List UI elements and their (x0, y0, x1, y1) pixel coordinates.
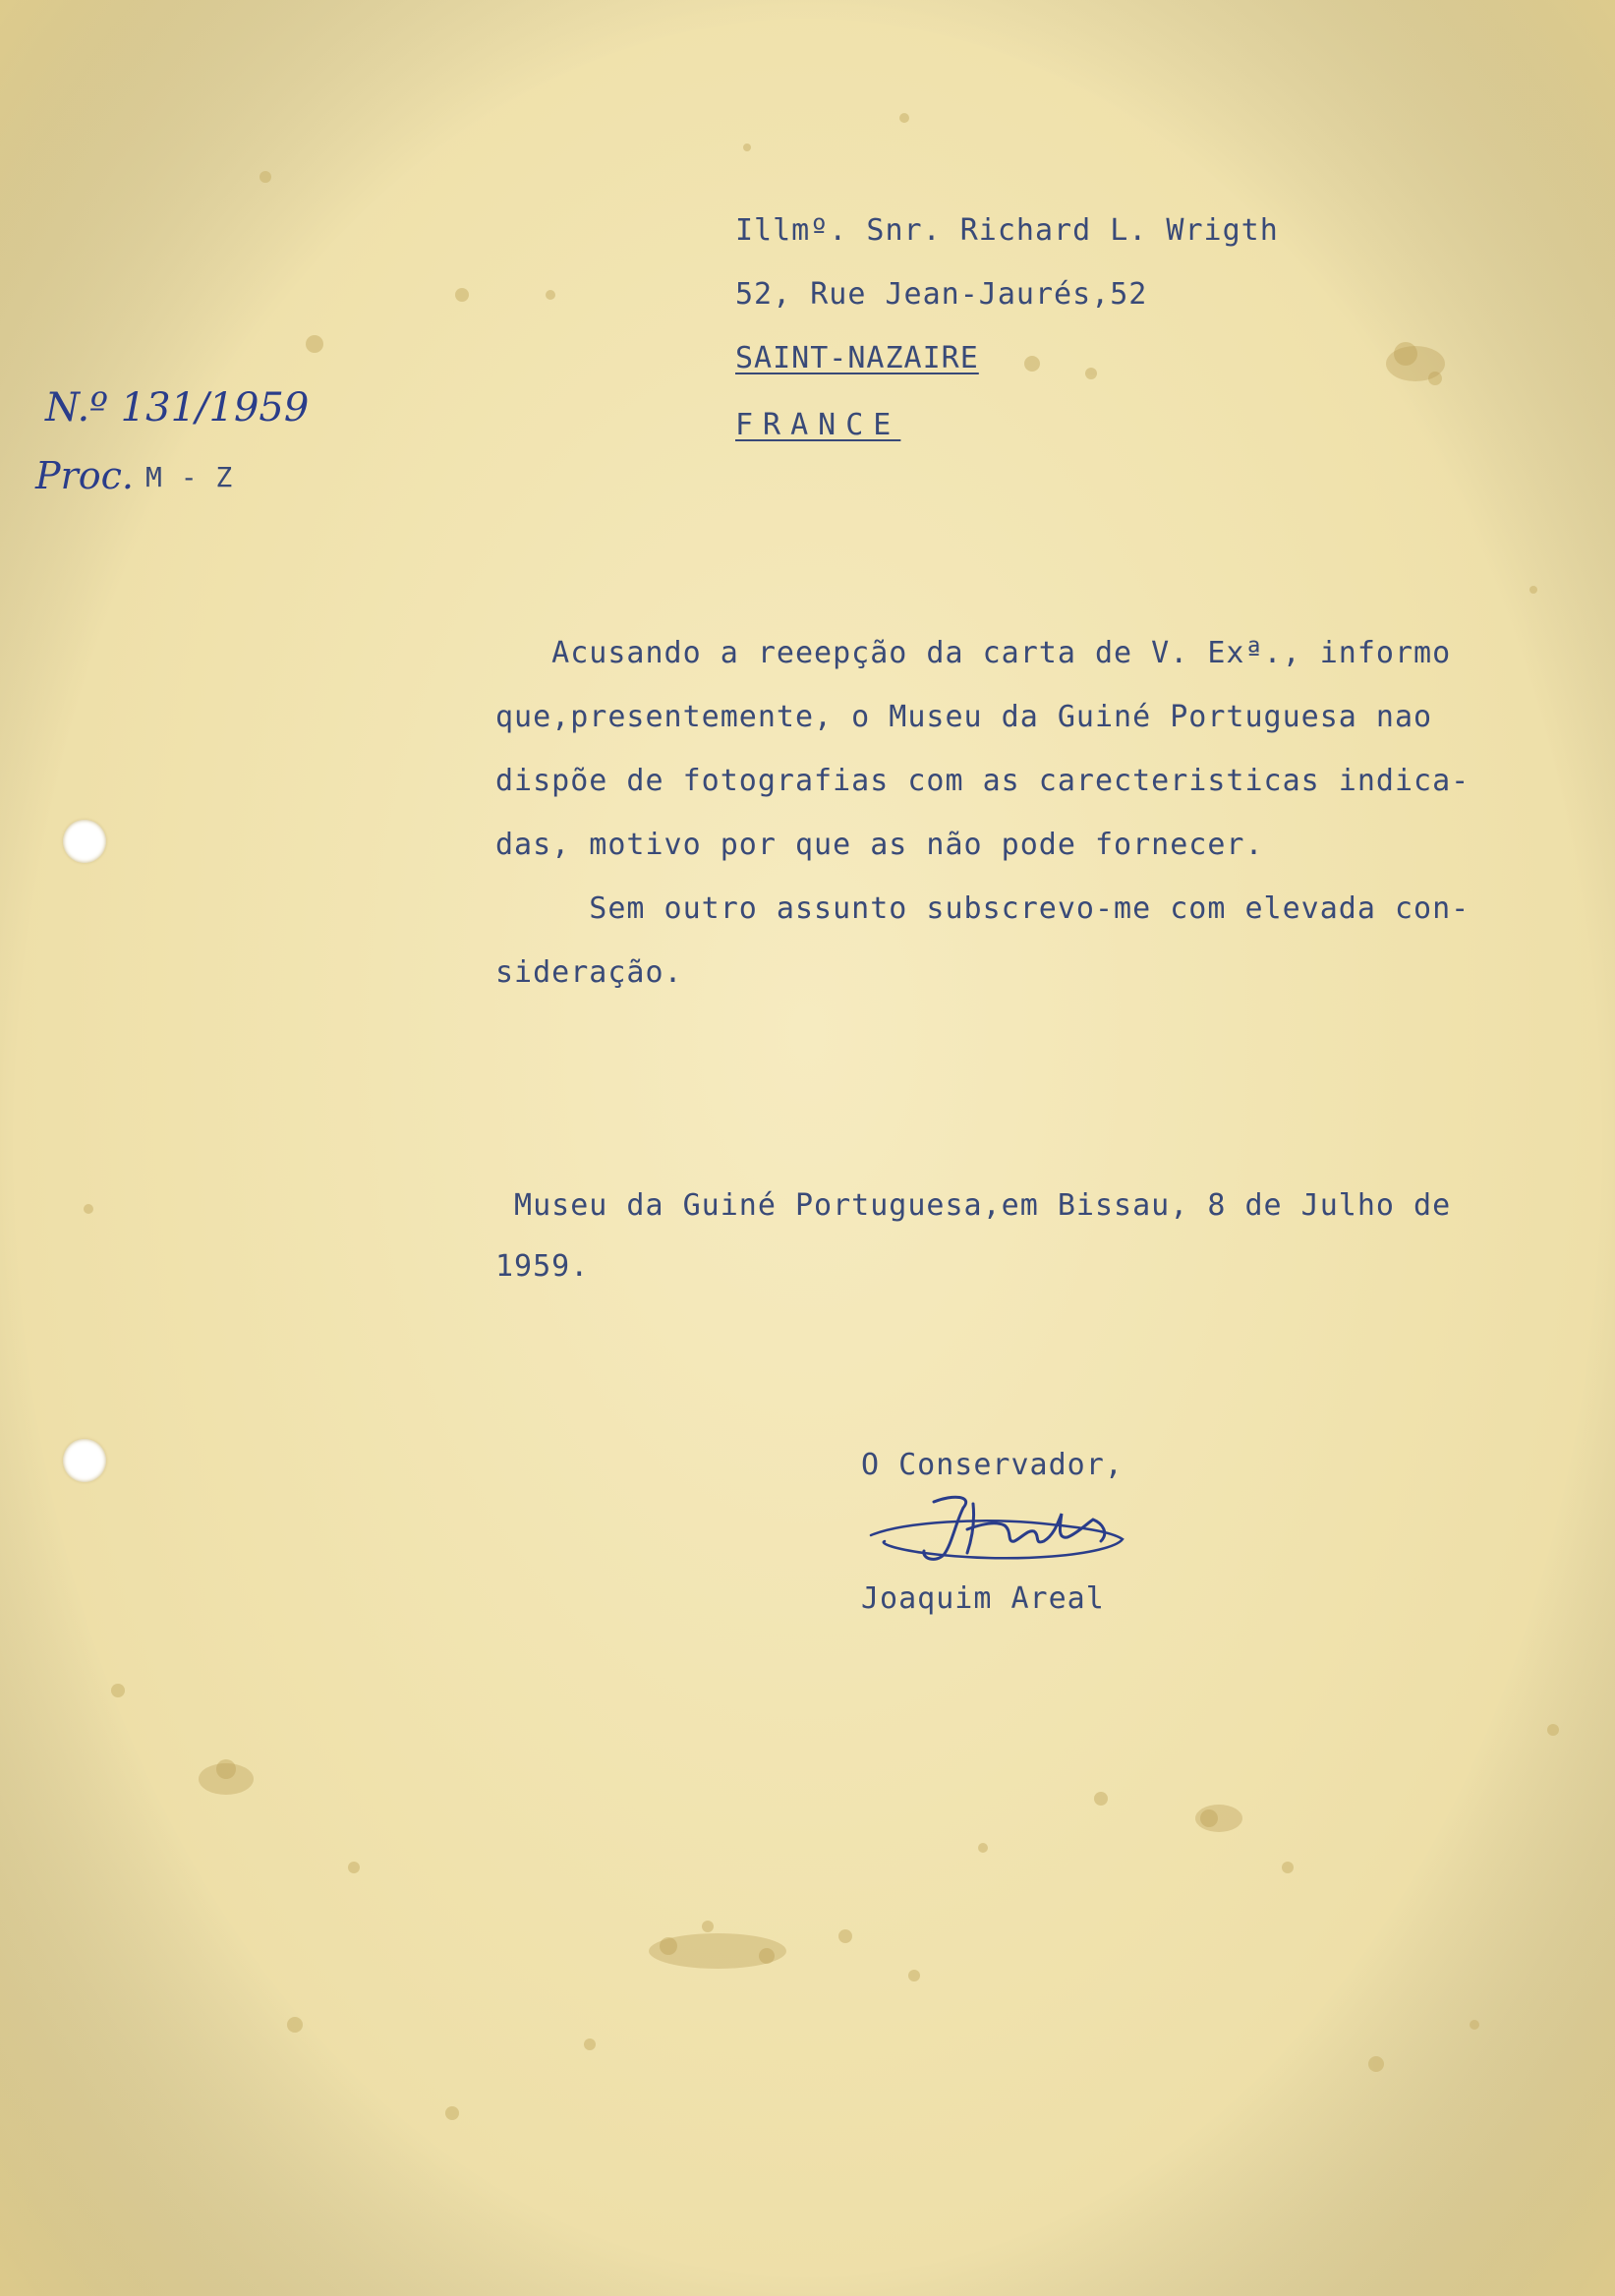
body-line: Sem outro assunto subscrevo-me com elevada con- (495, 891, 1471, 926)
signature-title: O Conservador, (861, 1448, 1124, 1482)
address-line-1: Illmº. Snr. Richard L. Wrigth (735, 213, 1279, 248)
signature-name: Joaquim Areal (861, 1581, 1105, 1616)
letter-body (495, 621, 1518, 1004)
body-line: dispõe de fotografias com as carecteristicas indica- (495, 764, 1471, 798)
reference-code: M - Z (145, 461, 234, 493)
body-line: Acusando a reeepção da carta de V. Exª., informo (495, 636, 1452, 670)
address-line-2: 52, Rue Jean-Jaurés,52 (735, 277, 1148, 312)
body-line: das, motivo por que as não pode fornecer. (495, 828, 1264, 862)
punch-hole-bottom (63, 1439, 106, 1482)
body-line: que,presentemente, o Museu da Guiné Portuguesa nao (495, 700, 1433, 734)
place-date-line-1: Museu da Guiné Portuguesa,em Bissau, 8 de Julho de (495, 1188, 1452, 1223)
reference-proc: Proc. (35, 454, 134, 497)
address-country: FRANCE (735, 408, 901, 442)
punch-hole-top (63, 820, 106, 863)
body-line: sideração. (495, 955, 683, 990)
reference-number: N.º 131/1959 (45, 385, 310, 430)
place-date-line-2: 1959. (495, 1249, 590, 1284)
address-city: SAINT-NAZAIRE (735, 341, 979, 375)
handwritten-signature (865, 1484, 1140, 1582)
